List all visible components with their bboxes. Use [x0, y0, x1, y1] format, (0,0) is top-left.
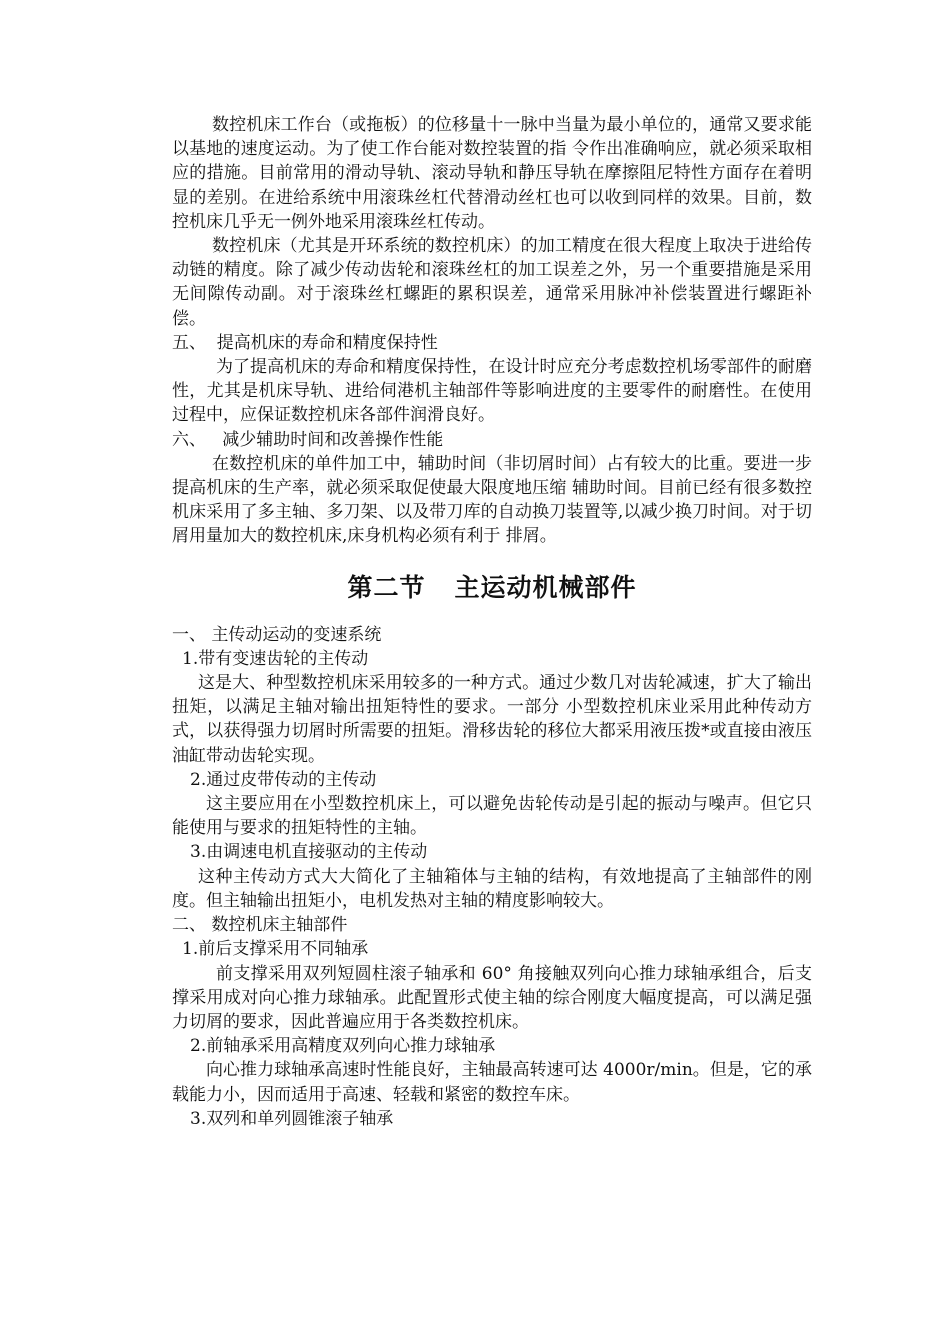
paragraph-auxiliary-time: 在数控机床的单件加工中，辅助时间（非切屑时间）占有较大的比重。要进一步提高机床的生产率，就必须采取促使最大限度地压缩 辅助时间。目前已经有很多数控机床采用了多主轴、多刀架、以及带刀库的自动换刀装置等,以减少换刀时间。对于切屑用量加大的数控机床,床身机构必须有利于 排屑。 — [172, 453, 812, 547]
subheading-tapered-roller-bearing: 3.双列和单列圆锥滚子轴承 — [190, 1108, 394, 1129]
paragraph-belt-drive: 这主要应用在小型数控机床上，可以避免齿轮传动是引起的振动与噪声。但它只能使用与要求的扭矩特性的主轴。 — [172, 794, 812, 839]
heading-section-six: 六、 减少辅助时间和改善操作性能 — [172, 429, 444, 450]
paragraph-motor-drive: 这种主传动方式大大简化了主轴箱体与主轴的结构，有效地提高了主轴部件的刚度。但主轴输出扭矩小，电机发热对主轴的精度影响较大。 — [172, 866, 812, 911]
subheading-different-bearings: 1.前后支撑采用不同轴承 — [182, 939, 369, 960]
heading-part-two: 二、 数控机床主轴部件 — [172, 915, 348, 936]
subheading-precision-ball-bearing: 2.前轴承采用高精度双列向心推力球轴承 — [190, 1036, 496, 1057]
paragraph-lifetime-precision: 为了提高机床的寿命和精度保持性，在设计时应充分考虑数控机场零部件的耐磨性，尤其是机床导轨、进给伺港机主轴部件等影响进度的主要零件的耐磨性。在使用过程中，应保证数控机床各部件润滑良好。 — [172, 357, 812, 426]
subheading-motor-drive: 3.由调速电机直接驱动的主传动 — [190, 842, 428, 863]
subheading-gear-drive: 1.带有变速齿轮的主传动 — [182, 648, 369, 669]
paragraph-different-bearings: 前支撑采用双列短圆柱滚子轴承和 60° 角接触双列向心推力球轴承组合，后支撑采用成对向心推力球轴承。此配置形式使主轴的综合刚度大幅度提高，可以满足强力切屑的要求，因此普遍应用于各类数控机床。 — [172, 963, 812, 1032]
paragraph-gear-drive: 这是大、种型数控机床采用较多的一种方式。通过少数几对齿轮减速，扩大了输出扭矩，以满足主轴对输出扭矩特性的要求。一部分 小型数控机床业采用此种传动方式，以获得强力切屑时所需要的扭矩。滑移齿轮的移位大都采用液压拨*或直接由液压油缸带动齿轮实现。 — [172, 673, 812, 766]
section-title: 第二节 主运动机械部件 — [347, 572, 637, 602]
heading-part-one: 一、 主传动运动的变速系统 — [172, 624, 382, 645]
paragraph-feed-accuracy: 数控机床（尤其是开环系统的数控机床）的加工精度在很大程度上取决于进给传动链的精度。除了减少传动齿轮和滚珠丝杠的加工误差之外，另一个重要措施是采用无间隙传动副。对于滚珠丝杠螺距的累积误差，通常采用脉冲补偿装置进行螺距补偿。 — [172, 236, 812, 329]
heading-section-five: 五、 提高机床的寿命和精度保持性 — [172, 332, 438, 353]
paragraph-precision-ball-bearing: 向心推力球轴承高速时性能良好，主轴最高转速可达 4000r/min。但是，它的承载能力小，因而适用于高速、轻载和紧密的数控车床。 — [172, 1060, 812, 1105]
document-body — [172, 113, 812, 1131]
subheading-belt-drive: 2.通过皮带传动的主传动 — [190, 769, 377, 790]
paragraph-worktable-displacement: 数控机床工作台（或拖板）的位移量十一脉中当量为最小单位的，通常又要求能以基地的速度运动。为了使工作台能对数控装置的指 令作出准确响应，就必须采取相应的措施。目前常用的滑动导轨、滚动导轨和静压导轨在摩擦阻尼特性方面存在着明显的差别。在进给系统中用滚珠丝杠代替滑动丝杠也可以收到同样的效果。目前，数控机床几乎无一例外地采用滚珠丝杠传动。 — [172, 115, 812, 232]
